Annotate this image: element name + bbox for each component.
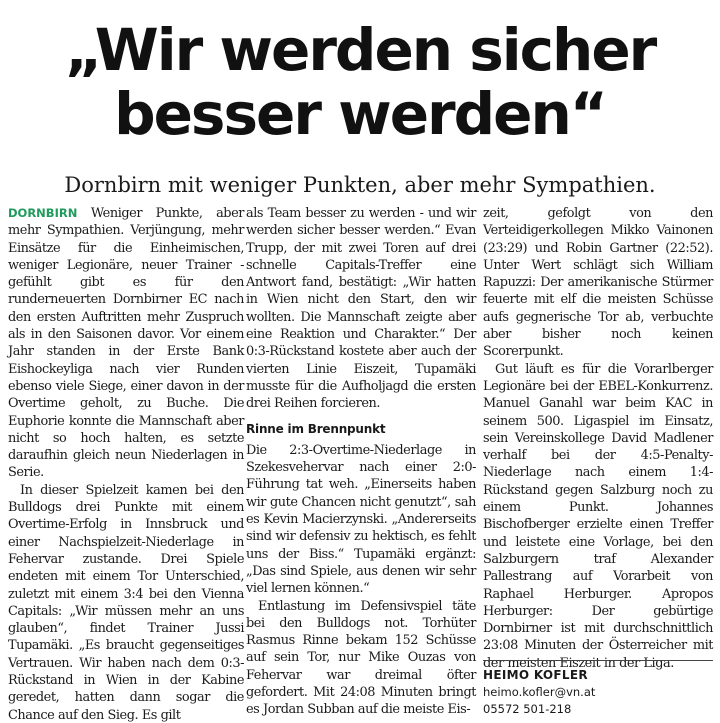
author-name: HEIMO KOFLER bbox=[483, 668, 588, 682]
paragraph-2: In dieser Spielzeit kamen bei den Bulldogs drei Punkte mit einem Overtime-Erfolg in Innsbruck und einer Nachspielzeit-Niederlage in Fehervar zustande. Drei Spiele endeten mit einem Tor Unterschied, zuletzt mit einem 3:4 bei den Vienna Capitals: „Wir müssen mehr an uns glauben“, findet Trainer Jussi Tupamäki. „Es braucht gegenseitiges Vertrauen. Wir haben nach dem 0:3-Rückstand in Wien in der Kabine geredet, hatten dann sogar die Chance auf den Sieg. Es gilt bbox=[8, 482, 244, 723]
paragraph-4: Die 2:3-Overtime-Niederlage in Szekesvehervar nach einer 2:0-Führung tat weh. „Einerseits haben wir gute Chancen nicht genutzt“, sah es Kevin Macierzynski. „Andererseits sind wir defensiv zu hektisch, es fehlt uns der Biss.“ Tupamäki ergänzt: „Das sind Spiele, aus denen wir sehr viel lernen können.“ bbox=[246, 442, 476, 597]
author-email: heimo.kofler@vn.at bbox=[483, 685, 596, 699]
location-kicker: DORNBIRN bbox=[8, 206, 78, 220]
headline bbox=[0, 18, 720, 146]
paragraph-3: als Team besser zu werden - und wir werden sicher besser werden.“ Evan Trupp, der mit zwei Toren auf drei schnelle Capitals-Treffer eine Antwort fand, bestätigt: „Wir hatten in Wien nicht den Start, den wir wollten. Die Mannschaft zeigte aber eine Reaktion und Charakter.“ Der 0:3-Rückstand kostete aber auch der vierten Linie Eiszeit, Tupamäki musste für die Aufholjagd die ersten drei Reihen forcieren. bbox=[246, 206, 476, 412]
lead-text: Weniger Punkte, aber mehr Sympathien. Verjüngung, mehr Einsätze für die Einheimischen, weniger Legionäre, neuer Trainer - gefühlt gibt es für den runderneuerten Dornbirner EC nach den ersten Auftritten mehr Zuspruch als in den Saisonen davor. Vor einem Jahr standen in der Erste Bank Eishockeyliga nach vier Runden ebenso viele Siege, einer davon in der Overtime geholt, zu Buche. Die Euphorie konnte die Mannschaft aber nicht so hoch halten, es setzte daraufhin gleich neun Niederlagen in Serie. bbox=[8, 206, 244, 481]
headline-line-1: „Wir werden sicher bbox=[64, 16, 656, 84]
section-subhead: Rinne im Brennpunkt bbox=[246, 421, 386, 436]
author-phone: 05572 501-218 bbox=[483, 702, 572, 716]
article-column-2 bbox=[246, 205, 476, 719]
article-column-1 bbox=[8, 205, 244, 723]
lead-paragraph bbox=[8, 205, 244, 482]
article-column-3 bbox=[483, 205, 713, 672]
headline-line-2: besser werden“ bbox=[114, 80, 606, 148]
paragraph-7: Gut läuft es für die Vorarlberger Legionäre bei der EBEL-Konkurrenz. Manuel Ganahl war beim KAC in seinem 500. Ligaspiel im Einsatz, sein Vereinskollege David Madlener verhalf bei der 4:5-Penalty-Niederlage nach einem 1:4-Rückstand gegen Salzburg noch zu einem Punkt. Johannes Bischofberger erzielte einen Treffer und leistete eine Vorlage, bei den Salzburgern traf Alexander Pallestrang auf Vorarbeit von Raphael Herburger. Apropos Herburger: Der gebürtige Dornbirner ist mit durchschnittlich 23:08 Minuten der Österreicher mit der meisten Eiszeit in der Liga. bbox=[483, 361, 713, 671]
author-box bbox=[483, 660, 713, 718]
paragraph-5: Entlastung im Defensivspiel täte bei den Bulldogs not. Torhüter Rasmus Rinne bekam 152 Schüsse auf sein Tor, nur Mike Ouzas von Fehervar war dreimal öfter gefordert. Mit 24:08 Minuten bringt es Jordan Subban auf die meiste Eis- bbox=[246, 598, 476, 718]
paragraph-6: zeit, gefolgt von den Verteidigerkollegen Mikko Vainonen (23:29) und Robin Gartner (22:52). Unter Wert schlägt sich William Rapuzzi: Der amerikanische Stürmer feuerte mit elf die meisten Schüsse aufs gegnerische Tor ab, verbuchte aber bisher noch keinen Scorerpunkt. bbox=[483, 206, 713, 360]
subheadline: Dornbirn mit weniger Punkten, aber mehr Sympathien. bbox=[64, 173, 656, 197]
